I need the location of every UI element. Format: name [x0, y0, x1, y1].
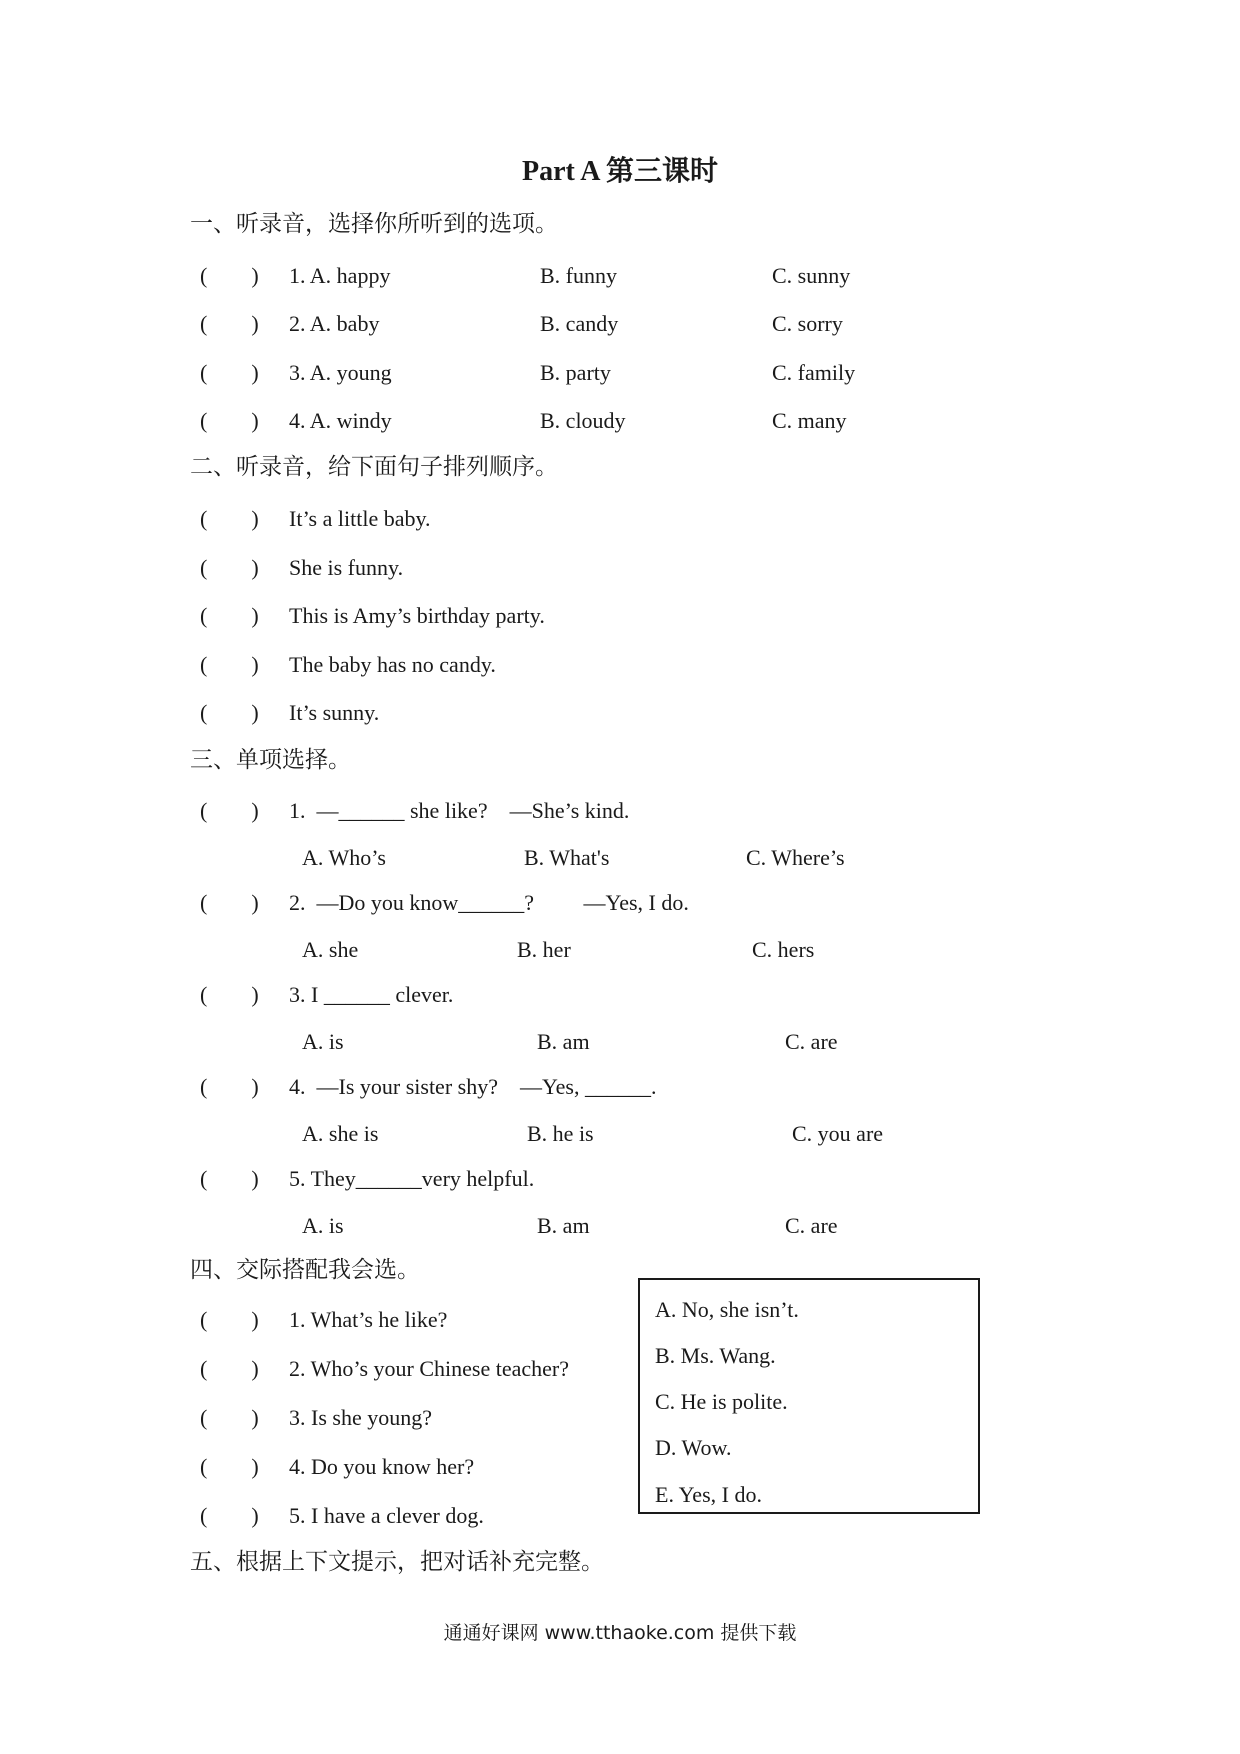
part4-question: 2. Who’s your Chinese teacher? — [289, 1356, 570, 1381]
part2-sentence: The baby has no candy. — [289, 652, 496, 677]
answer-paren[interactable]: ( ) — [200, 798, 259, 823]
answer-paren[interactable]: ( ) — [200, 700, 259, 725]
part2-sentence: It’s sunny. — [289, 700, 380, 725]
section-3-heading: 三、单项选择。 — [190, 747, 351, 773]
part3-option-b: B. her — [517, 937, 571, 962]
part3-option-b: B. am — [537, 1213, 590, 1238]
section-5-heading: 五、根据上下文提示，把对话补充完整。 — [190, 1549, 604, 1575]
option-b: B. Ms. Wang. — [655, 1343, 776, 1368]
part3-question: 3. I ______ clever. — [289, 982, 454, 1007]
part3-question: 4. —Is your sister shy? —Yes, ______. — [289, 1074, 657, 1099]
part3-option-b: B. he is — [527, 1121, 594, 1146]
option-a: A. No, she isn’t. — [655, 1297, 799, 1322]
part2-sentence: It’s a little baby. — [289, 506, 431, 531]
answer-paren[interactable]: ( ) — [200, 408, 259, 433]
part1-option-c: C. many — [772, 408, 847, 433]
answer-paren[interactable]: ( ) — [200, 982, 259, 1007]
part1-option-c: C. sorry — [772, 311, 843, 336]
page-title: Part A 第三课时 — [522, 156, 718, 187]
part4-question: 5. I have a clever dog. — [289, 1503, 484, 1528]
answer-paren[interactable]: ( ) — [200, 360, 259, 385]
part3-option-a: A. Who’s — [302, 845, 386, 870]
part3-option-c: C. are — [785, 1029, 838, 1054]
option-e: E. Yes, I do. — [655, 1482, 762, 1507]
part1-q-a: 4. A. windy — [289, 408, 392, 433]
part1-option-b: B. cloudy — [540, 408, 626, 433]
answer-paren[interactable]: ( ) — [200, 1454, 259, 1479]
part3-option-a: A. she — [302, 937, 359, 962]
part3-question: 2. —Do you know______? —Yes, I do. — [289, 890, 689, 915]
part3-option-c: C. you are — [792, 1121, 884, 1146]
part3-option-c: C. Where’s — [746, 845, 845, 870]
section-1-heading: 一、听录音，选择你所听到的选项。 — [190, 211, 558, 237]
part4-question: 4. Do you know her? — [289, 1454, 475, 1479]
part1-option-b: B. candy — [540, 311, 619, 336]
part3-option-b: B. am — [537, 1029, 590, 1054]
answer-paren[interactable]: ( ) — [200, 1166, 259, 1191]
section-2-heading: 二、听录音，给下面句子排列顺序。 — [190, 454, 558, 480]
option-d: D. Wow. — [655, 1435, 732, 1460]
part3-question: 5. They______very helpful. — [289, 1166, 535, 1191]
section-4-heading: 四、交际搭配我会选。 — [190, 1257, 420, 1283]
part3-question: 1. —______ she like? —She’s kind. — [289, 798, 630, 823]
answer-paren[interactable]: ( ) — [200, 555, 259, 580]
answer-paren[interactable]: ( ) — [200, 1405, 259, 1430]
part1-option-b: B. funny — [540, 263, 617, 288]
part2-sentence: This is Amy’s birthday party. — [289, 603, 545, 628]
part3-option-c: C. are — [785, 1213, 838, 1238]
part1-q-a: 3. A. young — [289, 360, 392, 385]
answer-paren[interactable]: ( ) — [200, 506, 259, 531]
answer-paren[interactable]: ( ) — [200, 1307, 259, 1332]
part1-q-a: 2. A. baby — [289, 311, 380, 336]
part3-option-c: C. hers — [752, 937, 815, 962]
part3-option-b: B. What's — [524, 845, 610, 870]
answer-paren[interactable]: ( ) — [200, 890, 259, 915]
part3-option-a: A. she is — [302, 1121, 379, 1146]
option-c: C. He is polite. — [655, 1389, 788, 1414]
part1-option-b: B. party — [540, 360, 611, 385]
part1-option-c: C. family — [772, 360, 856, 385]
answer-paren[interactable]: ( ) — [200, 1074, 259, 1099]
answer-paren[interactable]: ( ) — [200, 652, 259, 677]
part3-option-a: A. is — [302, 1213, 344, 1238]
answer-paren[interactable]: ( ) — [200, 311, 259, 336]
part2-sentence: She is funny. — [289, 555, 404, 580]
footer-source: 通通好课网 www.tthaoke.com 提供下载 — [443, 1622, 797, 1644]
part3-option-a: A. is — [302, 1029, 344, 1054]
answer-paren[interactable]: ( ) — [200, 263, 259, 288]
part1-q-a: 1. A. happy — [289, 263, 391, 288]
answer-paren[interactable]: ( ) — [200, 1356, 259, 1381]
part1-option-c: C. sunny — [772, 263, 851, 288]
part4-question: 1. What’s he like? — [289, 1307, 448, 1332]
answer-paren[interactable]: ( ) — [200, 1503, 259, 1528]
part4-question: 3. Is she young? — [289, 1405, 432, 1430]
answer-paren[interactable]: ( ) — [200, 603, 259, 628]
